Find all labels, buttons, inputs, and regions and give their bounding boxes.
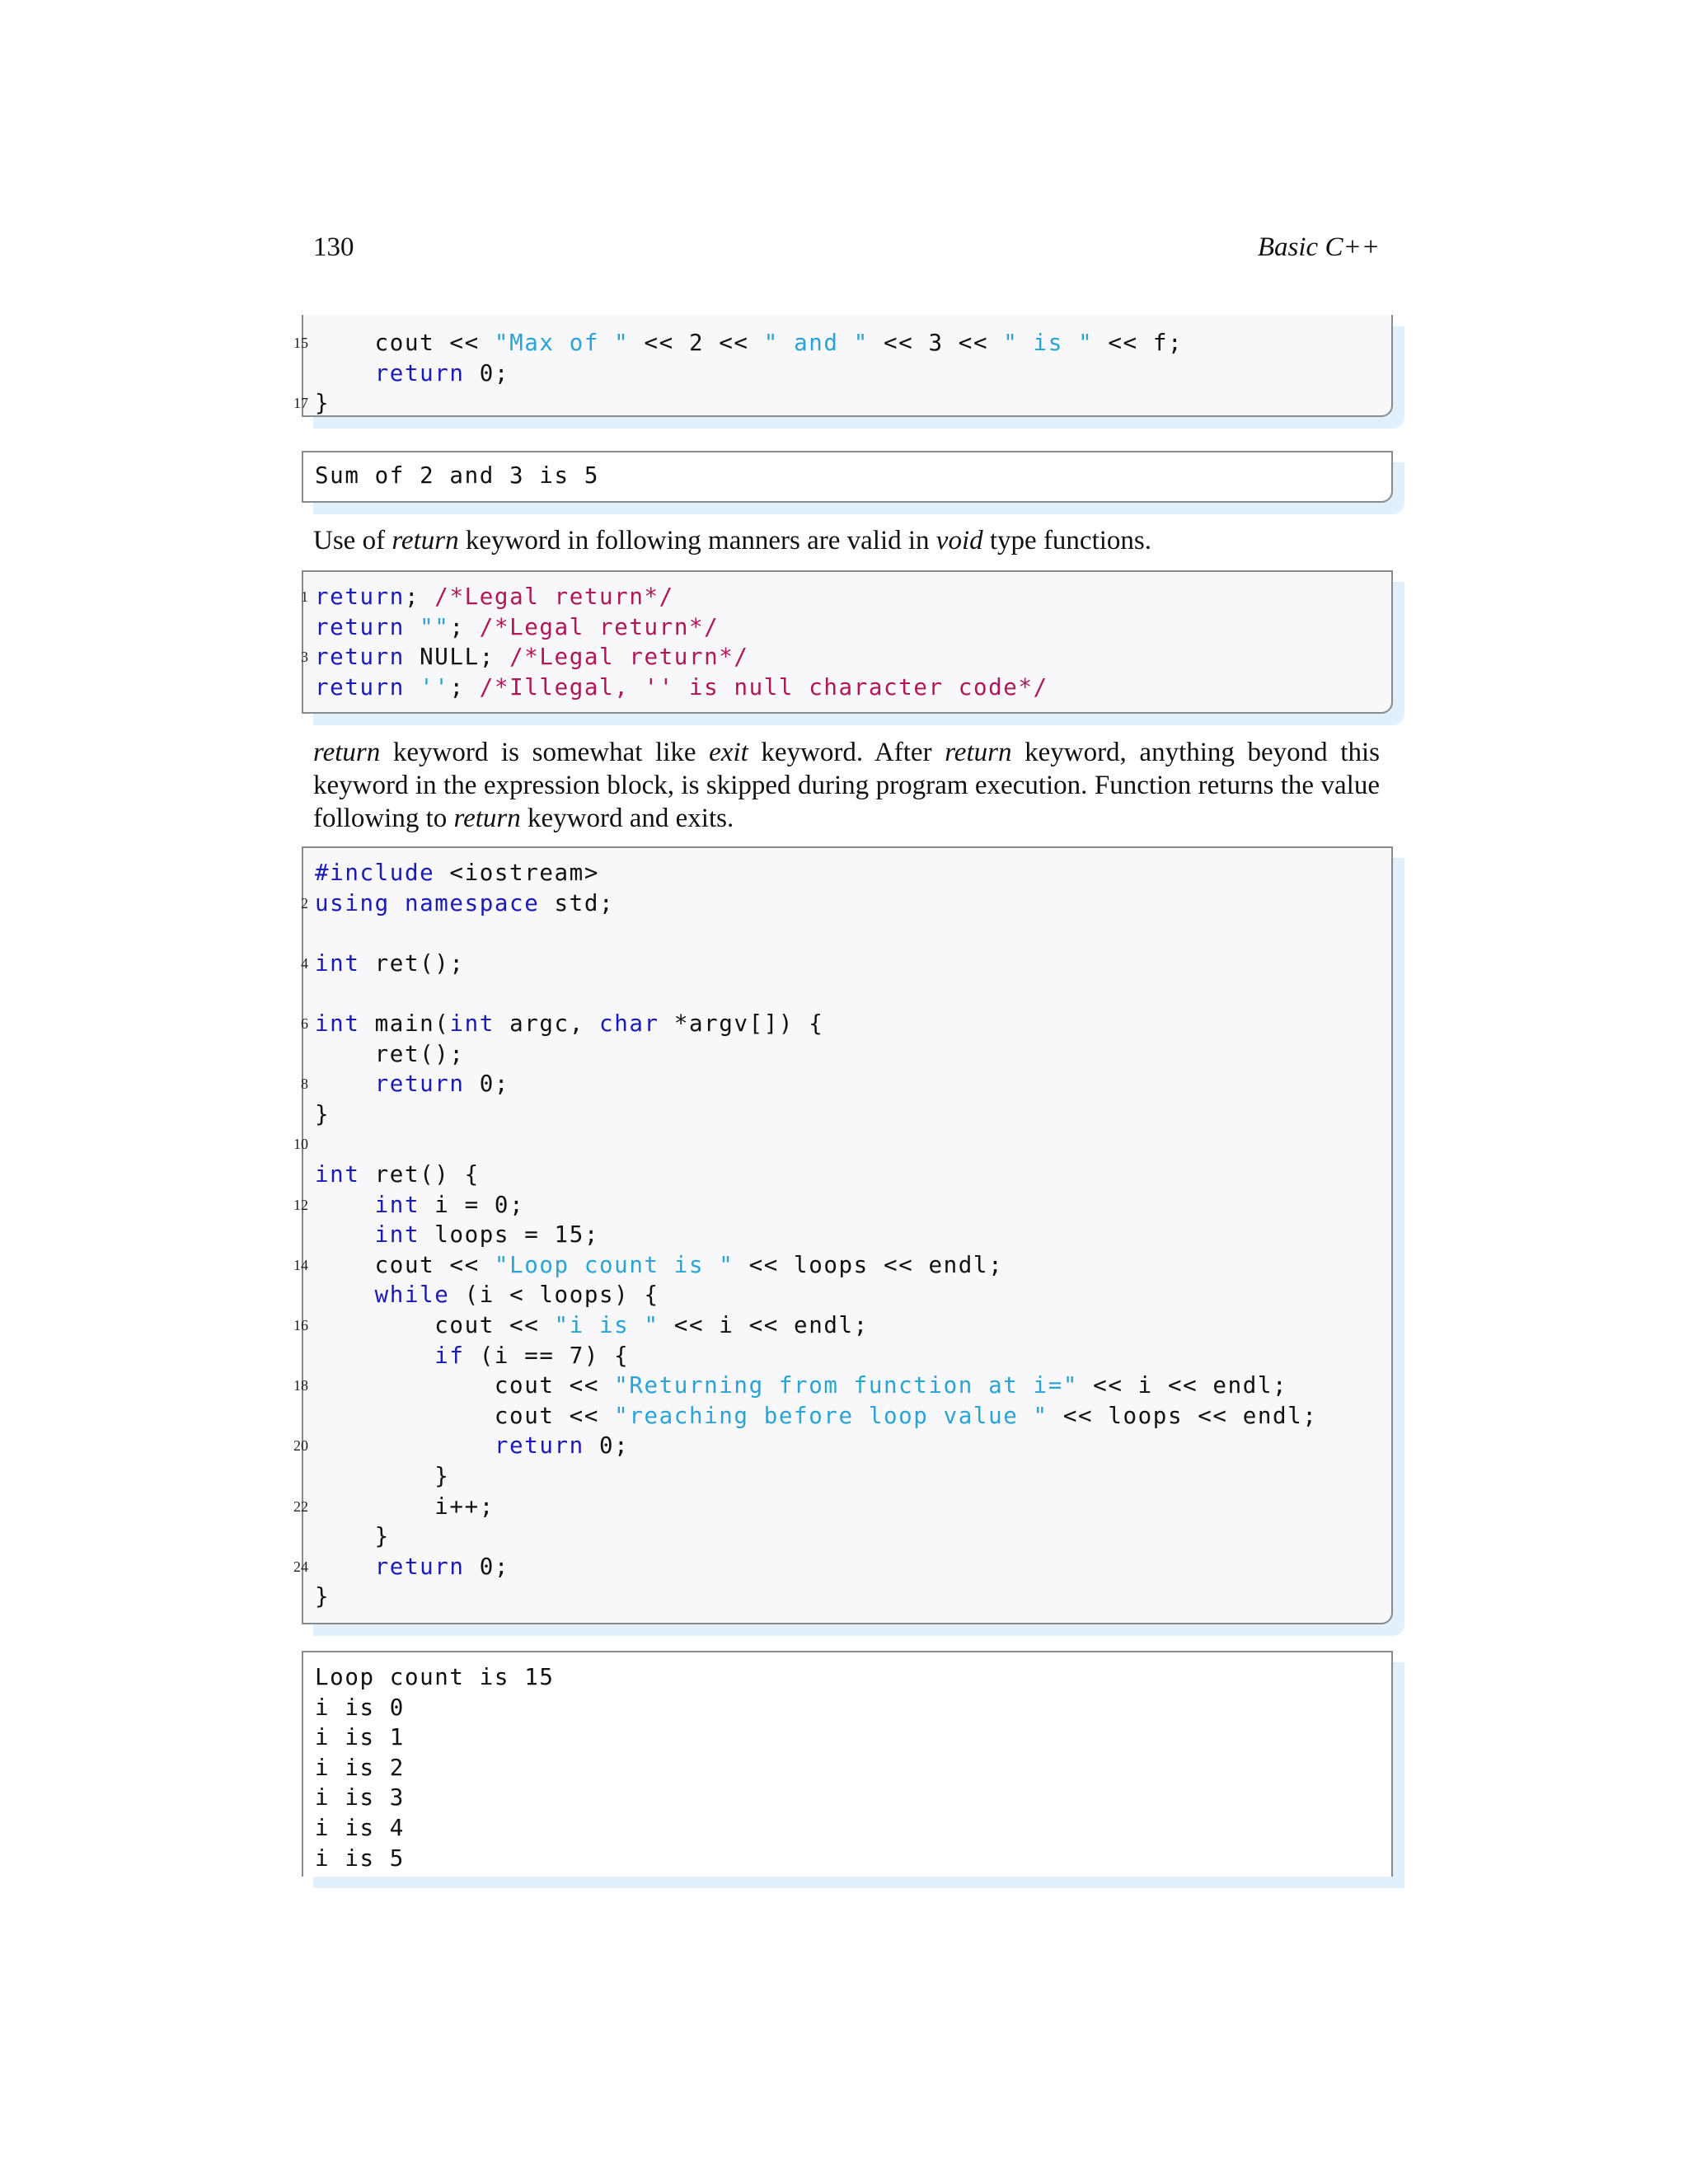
code-token: cout <<: [374, 330, 495, 356]
code-token: using namespace: [315, 889, 540, 916]
code-token: return: [374, 359, 465, 387]
line-number: 22: [293, 1497, 308, 1515]
code-line: [315, 1099, 330, 1130]
code-line: [315, 1280, 659, 1310]
code-listing-return-forms: [302, 570, 1393, 714]
code-token: << 2 <<: [629, 330, 764, 356]
code-token: std;: [539, 889, 615, 916]
code-token: /*Illegal, '' is null character code*/: [479, 673, 1048, 701]
code-token: return: [315, 673, 405, 701]
code-token: /*Legal return*/: [509, 644, 749, 671]
code-line: [315, 1521, 390, 1552]
output-line: i is 2: [315, 1754, 405, 1781]
output-line: i is 5: [315, 1844, 405, 1872]
code-token: /*Legal return*/: [479, 613, 720, 640]
code-line: [315, 1160, 480, 1190]
output-line: i is 1: [315, 1724, 405, 1751]
code-line: [301, 949, 465, 979]
code-indent: [315, 1372, 495, 1399]
paragraph-void-return: Use of return keyword in following manners are valid in void type functions.: [313, 526, 1152, 555]
code-indent: [315, 1463, 434, 1489]
running-title: Basic C++: [1257, 232, 1380, 262]
code-line: [293, 328, 1184, 359]
code-line: [293, 1190, 525, 1221]
code-token: [405, 614, 420, 640]
code-token: cout <<: [374, 1251, 495, 1278]
keyword-return: return: [945, 738, 1012, 767]
line-number: 20: [293, 1437, 308, 1455]
line-number: 17: [293, 395, 308, 412]
code-token: }: [315, 1583, 331, 1610]
output-line: i is 3: [315, 1784, 405, 1811]
code-token: return: [374, 1553, 465, 1580]
code-line: [301, 1009, 824, 1039]
code-token: }: [315, 1100, 331, 1127]
code-token: }: [374, 1523, 390, 1550]
code-token: cout <<: [434, 1312, 555, 1338]
code-token: if: [434, 1342, 465, 1369]
code-line: [301, 582, 674, 612]
code-indent: [315, 1192, 375, 1218]
code-token: /*Legal return*/: [434, 583, 674, 610]
code-token: }: [315, 390, 331, 417]
code-token: *argv[]) {: [659, 1010, 824, 1037]
program-output-loop: [302, 1651, 1393, 1877]
code-token: << i << endl;: [659, 1312, 869, 1338]
line-number: 1: [301, 588, 308, 605]
code-token: [405, 674, 420, 701]
code-token: int: [315, 1010, 360, 1037]
line-number: 10: [293, 1136, 308, 1153]
line-number: 2: [301, 894, 308, 912]
keyword-return: return: [453, 804, 521, 833]
code-indent: [315, 1041, 375, 1067]
code-token: << i << endl;: [1078, 1372, 1288, 1399]
code-token: (i == 7) {: [464, 1342, 630, 1369]
code-token: " is ": [1003, 330, 1094, 356]
code-token: '': [420, 673, 450, 701]
code-token: <iostream>: [434, 860, 599, 886]
code-line: [301, 642, 749, 673]
line-number: 16: [293, 1317, 308, 1333]
code-token: return: [374, 1071, 465, 1098]
code-token: "": [420, 613, 450, 640]
code-indent: [315, 1071, 375, 1097]
code-token: "i is ": [554, 1312, 659, 1338]
code-token: << 3 <<: [868, 330, 1004, 356]
line-number: 3: [301, 649, 308, 666]
code-token: return: [494, 1432, 584, 1460]
code-token: argc,: [494, 1010, 600, 1037]
code-indent: [315, 1312, 434, 1338]
code-line: [293, 1492, 495, 1522]
code-token: "Loop count is ": [494, 1251, 734, 1278]
code-token: 0;: [584, 1432, 630, 1460]
code-line: [315, 1582, 330, 1612]
code-token: i = 0;: [420, 1191, 525, 1218]
code-line: [315, 1461, 449, 1492]
code-token: while: [374, 1282, 450, 1309]
code-token: (i < loops) {: [449, 1282, 659, 1309]
code-token: "Max of ": [494, 330, 630, 356]
code-token: ret();: [374, 1040, 465, 1067]
code-token: ;: [404, 583, 435, 610]
code-token: ;: [449, 673, 480, 701]
code-indent: [315, 1221, 375, 1248]
page-header: [313, 232, 1380, 274]
code-token: << loops << endl;: [734, 1251, 1004, 1278]
code-line: [301, 888, 615, 919]
code-token: ret() {: [359, 1161, 480, 1188]
code-line: [315, 673, 1048, 703]
code-token: << loops << endl;: [1048, 1402, 1318, 1429]
code-indent: [315, 360, 375, 387]
code-token: int: [374, 1191, 420, 1218]
code-token: cout <<: [494, 1402, 615, 1429]
code-token: cout <<: [494, 1372, 615, 1399]
code-token: ;: [449, 613, 480, 640]
keyword-exit: exit: [709, 738, 748, 767]
code-token: int: [374, 1221, 420, 1249]
line-number: 4: [301, 954, 308, 972]
code-token: return: [315, 644, 405, 671]
output-line: Sum of 2 and 3 is 5: [315, 462, 599, 489]
code-token: main(: [359, 1010, 450, 1037]
code-line: [293, 1431, 630, 1461]
code-line: [293, 1552, 510, 1582]
code-token: i++;: [434, 1493, 495, 1520]
code-indent: [315, 330, 375, 356]
code-token: }: [434, 1463, 450, 1489]
code-line: [315, 1039, 465, 1070]
code-token: char: [599, 1010, 659, 1037]
code-token: NULL;: [404, 644, 510, 671]
code-indent: [315, 1252, 375, 1278]
line-number: 18: [293, 1377, 308, 1394]
code-line: [315, 1341, 629, 1371]
code-line: [315, 359, 509, 389]
code-token: "Returning from function at i=": [614, 1372, 1079, 1399]
code-token: #include: [315, 860, 435, 886]
program-output-sum: [302, 451, 1393, 503]
line-number: 8: [301, 1076, 308, 1093]
code-line: [293, 388, 331, 419]
code-indent: [315, 1432, 495, 1459]
code-line: [315, 858, 599, 888]
code-token: int: [315, 949, 360, 977]
code-token: int: [449, 1010, 495, 1037]
code-line: [315, 1401, 1318, 1432]
code-line: [293, 1250, 1004, 1281]
page-number: 130: [313, 232, 354, 262]
line-number: 24: [293, 1558, 308, 1575]
code-indent: [315, 1282, 375, 1308]
paragraph-return-exit: return keyword is somewhat like exit keyword. After return keyword, anything beyond this keyword in the expression block, is skipped during program execution. Function returns the value following to return keyword and exits.: [313, 738, 1380, 833]
code-line: [315, 612, 719, 643]
keyword-return: return: [392, 526, 459, 555]
line-number: 12: [293, 1196, 308, 1213]
code-indent: [315, 1523, 375, 1549]
line-number: 6: [301, 1015, 308, 1032]
output-line: i is 4: [315, 1815, 405, 1841]
keyword-void: void: [935, 526, 983, 555]
code-indent: [315, 1493, 434, 1520]
code-token: return: [315, 583, 405, 610]
code-line: [315, 1220, 599, 1250]
code-indent: [315, 1343, 434, 1369]
code-listing-ret-loop: [293, 846, 1393, 1624]
code-token: 0;: [464, 359, 510, 387]
output-line: Loop count is 15: [315, 1664, 555, 1690]
code-line: [293, 1371, 1288, 1401]
code-indent: [315, 1403, 495, 1429]
code-token: return: [315, 613, 405, 640]
code-token: loops = 15;: [420, 1221, 600, 1249]
code-line: [301, 1069, 510, 1099]
keyword-return: return: [313, 738, 381, 767]
code-token: 0;: [464, 1553, 510, 1580]
code-indent: [315, 1554, 375, 1580]
code-listing-max: [293, 315, 1393, 417]
line-number: 15: [293, 335, 308, 351]
code-line: [293, 1310, 869, 1341]
code-token: << f;: [1093, 330, 1184, 356]
output-line: i is 0: [315, 1694, 405, 1721]
code-token: 0;: [464, 1071, 510, 1098]
line-number: 14: [293, 1256, 308, 1273]
code-token: ret();: [359, 949, 465, 977]
code-token: " and ": [763, 330, 869, 356]
code-token: int: [315, 1161, 360, 1188]
code-token: "reaching before loop value ": [614, 1402, 1048, 1429]
